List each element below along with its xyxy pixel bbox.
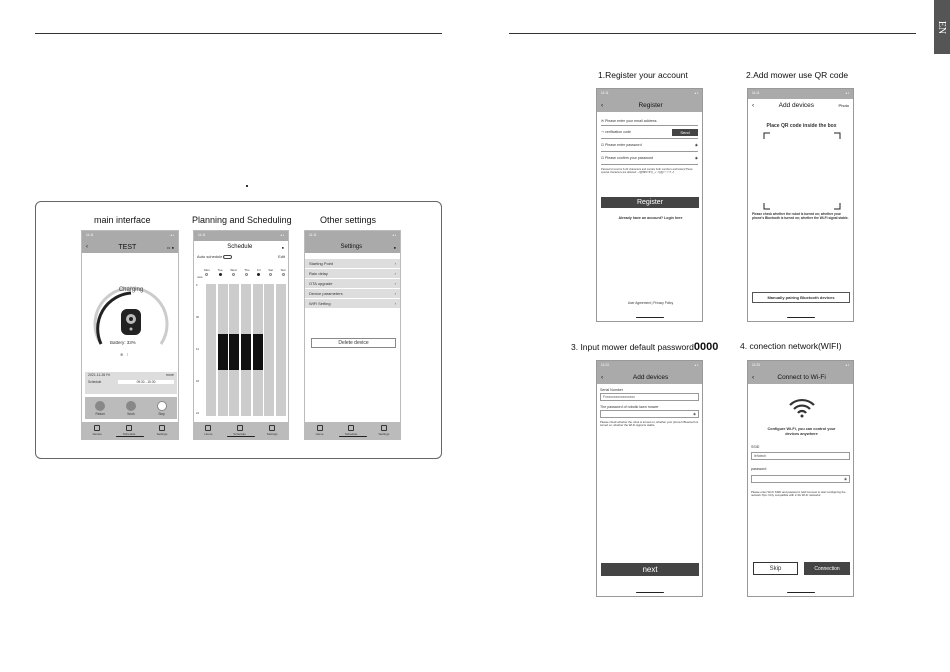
qr-frame [763, 132, 841, 210]
tab-schedule[interactable]: Schedule [345, 425, 358, 436]
auto-schedule-label: Auto schedule [197, 254, 232, 259]
nav-bar [597, 99, 702, 112]
qr-instruction: Place QR code inside the box [766, 123, 837, 129]
schedule-block[interactable] [241, 334, 251, 370]
status-bar: 11:23 ◂ ▪ [748, 361, 853, 371]
back-icon[interactable]: ‹ [601, 102, 604, 109]
schedule-title: Schedule [227, 244, 253, 250]
caption-main-interface: main interface [94, 215, 151, 225]
send-code-button[interactable]: Send [672, 129, 698, 136]
schedule-grid[interactable] [206, 284, 286, 416]
wifi-title: Connect to Wi-Fi [777, 374, 826, 381]
mower-password-input[interactable] [600, 410, 699, 418]
wifi-icon [788, 396, 816, 418]
info-icon[interactable]: ● [281, 244, 284, 250]
stray-dot [246, 185, 248, 187]
hour-axis [196, 284, 204, 416]
settings-menu [305, 259, 400, 309]
hour-label: 12 [196, 348, 199, 351]
confirm-password-field[interactable]: ⊡ Please confirm your password ◉ [601, 152, 698, 165]
schedule-column-tue[interactable] [218, 284, 228, 416]
status-bar: 11:23 ◂ ▪ [597, 361, 702, 371]
hour-label: 06 [196, 316, 199, 319]
status-icons: ≋ ⁝ [120, 352, 128, 357]
stop-button[interactable]: Stop [157, 401, 167, 416]
status-bar: 11:11 ◂ ▪ [82, 231, 178, 241]
ssid-input[interactable]: lefotech [751, 452, 850, 460]
day-mon[interactable]: Mon [204, 268, 210, 280]
phone-wifi [747, 360, 854, 597]
day-sun[interactable]: Sun [281, 268, 286, 280]
tab-device[interactable]: Device [93, 425, 102, 436]
tab-bar [305, 422, 400, 439]
register-button[interactable]: Register [601, 197, 699, 208]
info-icon[interactable]: ● [393, 244, 396, 250]
eye-icon[interactable]: ◉ [843, 477, 847, 481]
tab-bar [82, 422, 178, 439]
schedule-column-sun[interactable] [276, 284, 286, 416]
tab-home[interactable]: Home [316, 425, 324, 436]
day-fri[interactable]: Fri [257, 268, 261, 280]
phone-register [596, 88, 703, 322]
nav-bar [305, 241, 400, 253]
settings-title: Settings [340, 244, 363, 250]
register-title: Register [638, 102, 663, 109]
schedule-column-wed[interactable] [229, 284, 239, 416]
schedule-block[interactable] [229, 334, 239, 370]
mail-icon: ✉ [601, 118, 606, 123]
battery-label: Battery: 33% [110, 340, 136, 345]
schedule-card[interactable]: 2021.11.26 Fri more Schedule 09:30 - 15:30 [85, 372, 177, 394]
menu-wifi-setting[interactable]: WiFi Setting › [305, 299, 400, 309]
return-button[interactable]: Return [95, 401, 105, 416]
eye-icon[interactable]: ◉ [694, 143, 698, 147]
caption-planning: Planning and Scheduling [192, 215, 292, 225]
day-row [204, 268, 286, 280]
menu-starting-point[interactable]: Starting Point › [305, 259, 400, 269]
day-sat[interactable]: Sat [268, 268, 273, 280]
email-field[interactable]: ✉ Please enter your email address [601, 116, 698, 126]
qr-note: Please check whether the robot is turned on; whether your phone's Bluetooth is turned on; whether the Wi-Fi signal stable. [752, 212, 849, 220]
status-bar: 11:11 ◂ ▪ [194, 231, 288, 241]
status-bar: 11:11 ◂ ▪ [305, 231, 400, 241]
skip-button[interactable]: Skip [753, 562, 798, 575]
hour-label: 24 [196, 412, 199, 415]
overview-panel [35, 201, 442, 459]
photo-link[interactable]: Photo [838, 103, 849, 108]
phone-add-devices [596, 360, 703, 597]
mower-password-label: The password of robotic lawn mower [600, 405, 659, 409]
back-icon[interactable]: ‹ [752, 374, 755, 381]
back-icon[interactable]: ‹ [601, 374, 604, 381]
charging-label: Charging [118, 287, 144, 293]
schedule-block[interactable] [253, 334, 263, 370]
nav-bar [597, 371, 702, 384]
day-wed[interactable]: Wed [230, 268, 236, 280]
lock-icon: ⊡ [601, 156, 606, 160]
status-bar: 11:11 ◂ ▪ [748, 89, 853, 99]
caption-step-1: 1.Register your account [598, 70, 688, 80]
wifi-description: Configure Wi-Fi, you can control your devices anywhere [767, 427, 836, 436]
password-field[interactable]: ⊡ Please enter password ◉ [601, 139, 698, 152]
password-hint: Password must be 6-20 characters and contain both numbers and letters(These special characters are allowed: ~!@#$%^&*()_+`-={}|[]\:";'<>?,./) [601, 168, 693, 175]
tab-bar [194, 422, 288, 439]
manual-pairing-button[interactable]: Manually pairing Bluetooth devices [752, 292, 850, 303]
schedule-column-thu[interactable] [241, 284, 251, 416]
tab-schedule[interactable]: Schedule [123, 425, 136, 436]
nav-bar [82, 241, 178, 253]
nav-bar [748, 99, 853, 112]
tab-home[interactable]: Home [204, 425, 212, 436]
schedule-column-mon[interactable] [206, 284, 216, 416]
tab-settings[interactable]: Settings [157, 425, 168, 436]
hour-label: 18 [196, 380, 199, 383]
ssid-label: SSID [751, 445, 760, 449]
agreement-links[interactable]: User Agreement | Privacy Policy [627, 301, 674, 305]
verification-code-field[interactable]: ⊸ verification code Send [601, 126, 698, 139]
work-button[interactable]: Work [126, 401, 136, 416]
serial-input[interactable]: Fxxxxxxxxxxxxxxxxx [600, 393, 699, 401]
tab-settings[interactable]: Settings [379, 425, 390, 436]
nav-bar [748, 371, 853, 384]
phone-qr [747, 88, 854, 322]
edit-link[interactable]: Edit [278, 254, 285, 259]
mower-icon [118, 307, 144, 337]
connection-button[interactable]: Connection [804, 562, 850, 575]
schedule-block[interactable] [218, 334, 228, 370]
action-bar [85, 397, 177, 419]
delete-device-button[interactable]: Delete device [311, 338, 396, 348]
phone-schedule [193, 230, 289, 440]
auto-schedule-toggle[interactable] [223, 255, 232, 259]
top-rule-right [509, 33, 916, 34]
menu-device-parameters[interactable]: Device parameters › [305, 289, 400, 299]
more-icons[interactable]: ▭ ● [166, 244, 174, 250]
schedule-column-fri[interactable] [253, 284, 263, 416]
tab-settings[interactable]: Settings [267, 425, 278, 436]
login-link[interactable]: Already have an account? Login here [618, 216, 683, 220]
back-icon[interactable]: ‹ [86, 244, 88, 250]
default-password: 0000 [693, 341, 719, 353]
schedule-column-sat[interactable] [264, 284, 274, 416]
wifi-password-input[interactable] [751, 475, 850, 483]
next-button[interactable]: next [601, 563, 699, 576]
device-title: TEST [118, 243, 137, 251]
wifi-password-label: password [751, 467, 767, 471]
serial-label: Serial Number [600, 388, 623, 392]
menu-ota-upgrade[interactable]: OTA upgrade › [305, 279, 400, 289]
hour-label: 0 [196, 284, 198, 287]
status-bar: 11:11 ◂ ▪ [597, 89, 702, 99]
add-devices-title: Add devices [632, 374, 669, 381]
caption-other-settings: Other settings [320, 215, 377, 225]
now-label: now [197, 275, 203, 279]
phone-settings [304, 230, 401, 440]
top-rule-left [35, 33, 442, 34]
caption-step-4: 4. conection network(WIFI) [740, 341, 842, 351]
eye-icon[interactable]: ◉ [692, 412, 696, 416]
language-tab: EN [934, 0, 950, 54]
tab-schedule[interactable]: Schedule [233, 425, 246, 436]
key-icon: ⊸ [601, 130, 606, 134]
device-note: Please check whether the robot is turned on; whether your phone's Bluetooth is turned on; whether the Wi-Fi signal is stable. [600, 420, 699, 428]
nav-bar [194, 241, 288, 253]
wifi-note: Please enter Wi-Fi SSID and password. Add Connect to start configuring the network.Tips: Only compatible with 2.4G Wi-Fi networks. [751, 490, 846, 498]
day-thu[interactable]: Thu [244, 268, 249, 280]
add-devices-title: Add devices [778, 102, 815, 109]
eye-icon[interactable]: ◉ [694, 156, 698, 160]
day-tue[interactable]: Tue [218, 268, 223, 280]
back-icon[interactable]: ‹ [752, 102, 755, 109]
caption-step-2: 2.Add mower use QR code [746, 70, 849, 80]
menu-rain-delay[interactable]: Rain delay › [305, 269, 400, 279]
caption-step-3: 3. Input mower default password0000 [571, 341, 719, 353]
lock-icon: ⊡ [601, 143, 606, 147]
phone-main-interface [81, 230, 179, 440]
